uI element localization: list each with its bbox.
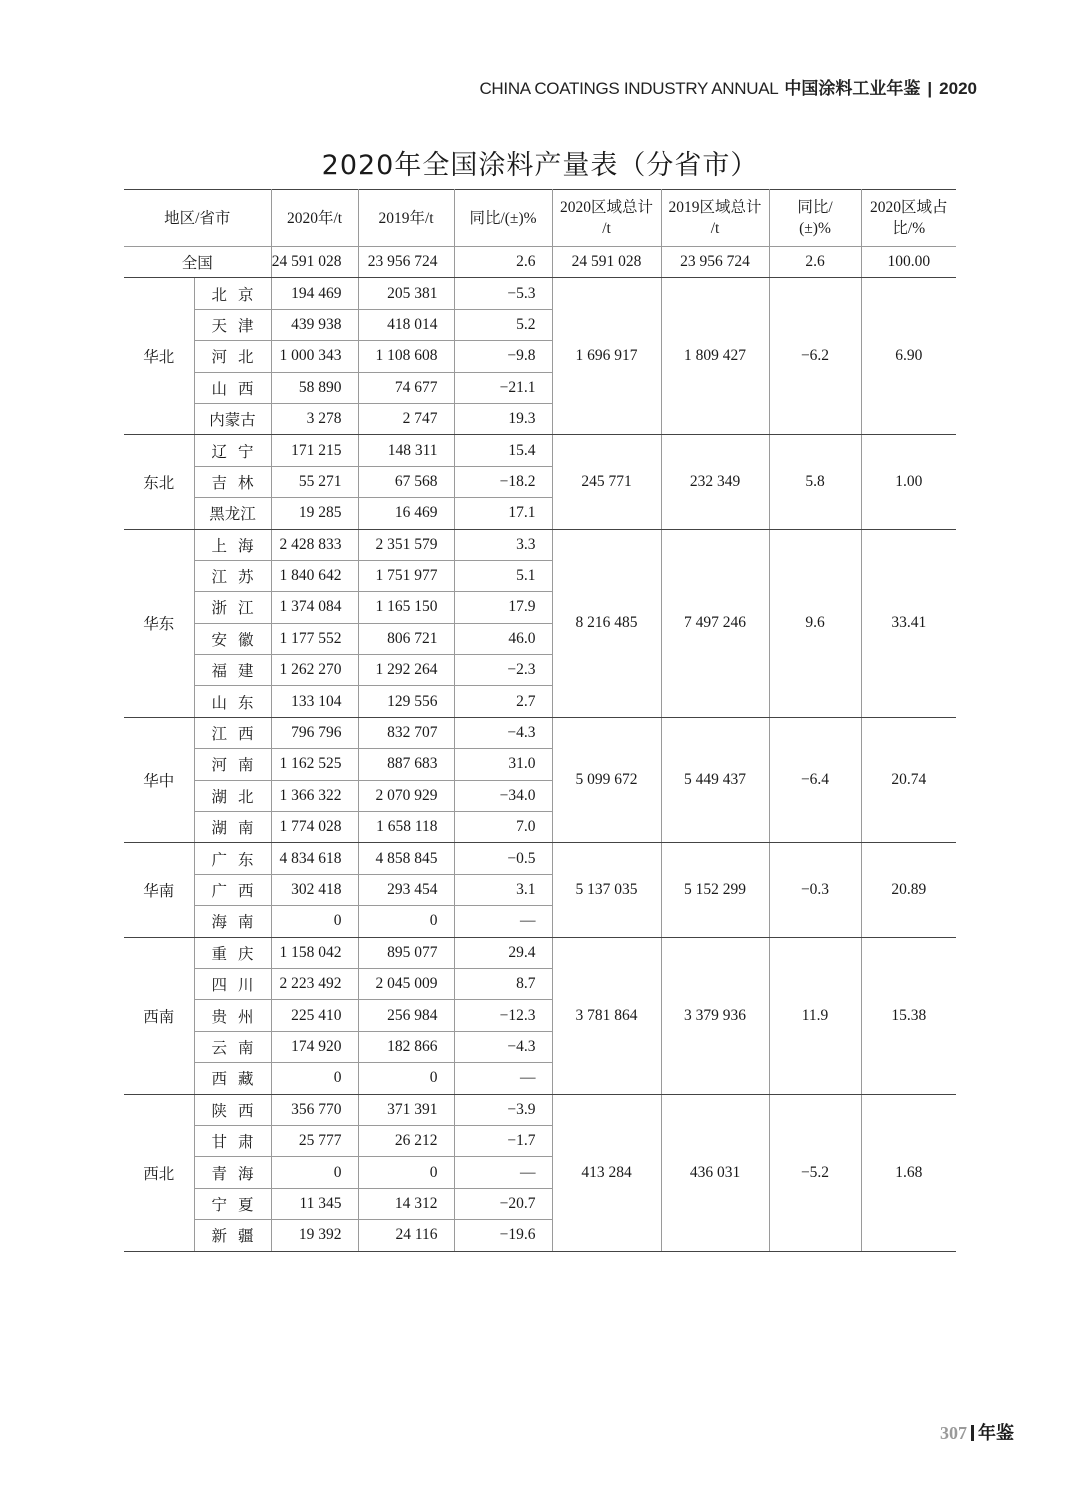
province-name-text: 湖北 xyxy=(211,788,265,806)
province-2019: 256 984 xyxy=(358,1000,454,1031)
province-2019: 67 568 xyxy=(358,466,454,497)
province-yoy: −34.0 xyxy=(454,780,552,811)
region-name: 西北 xyxy=(124,1094,194,1251)
province-2020: 11 345 xyxy=(271,1188,358,1219)
province-2020: 796 796 xyxy=(271,717,358,748)
province-name-text: 广东 xyxy=(211,851,265,869)
region-name: 华东 xyxy=(124,529,194,717)
province-2020: 55 271 xyxy=(271,466,358,497)
province-2020: 1 158 042 xyxy=(271,937,358,968)
province-name-text: 四川 xyxy=(211,977,265,995)
running-head xyxy=(479,74,977,99)
province-name xyxy=(194,592,271,623)
province-2019: 418 014 xyxy=(358,309,454,340)
region-total-2020: 8 216 485 xyxy=(552,529,661,717)
footer-bar xyxy=(971,1425,974,1441)
running-head-english: CHINA COATINGS INDUSTRY ANNUAL xyxy=(479,79,779,98)
region-total-2019: 436 031 xyxy=(661,1094,769,1251)
province-name-text: 河北 xyxy=(211,349,265,367)
province-2020: 1 366 322 xyxy=(271,780,358,811)
table-row xyxy=(124,1094,956,1125)
province-name-text: 陕西 xyxy=(211,1102,265,1120)
province-2019: 148 311 xyxy=(358,435,454,466)
province-2020: 3 278 xyxy=(271,403,358,434)
province-name xyxy=(194,466,271,497)
province-yoy: −1.7 xyxy=(454,1125,552,1156)
province-name-text: 黑龙江 xyxy=(209,506,256,524)
national-region-yoy: 2.6 xyxy=(769,247,861,278)
province-2019: 2 070 929 xyxy=(358,780,454,811)
region-share: 33.41 xyxy=(861,529,956,717)
province-2020: 1 374 084 xyxy=(271,592,358,623)
province-yoy: 5.2 xyxy=(454,309,552,340)
header-region-total-2020-line2: /t xyxy=(602,220,611,237)
province-2020: 302 418 xyxy=(271,874,358,905)
province-name xyxy=(194,937,271,968)
province-name-text: 海南 xyxy=(211,914,265,932)
running-head-year: 2020 xyxy=(939,79,977,98)
province-2020: 0 xyxy=(271,1157,358,1188)
province-name xyxy=(194,1094,271,1125)
province-2020: 194 469 xyxy=(271,278,358,309)
province-yoy: 19.3 xyxy=(454,403,552,434)
header-region-yoy xyxy=(769,190,861,247)
province-name-text: 重庆 xyxy=(211,945,265,963)
region-share: 1.00 xyxy=(861,435,956,529)
province-2020: 1 162 525 xyxy=(271,749,358,780)
region-total-2020: 3 781 864 xyxy=(552,937,661,1094)
province-2020: 4 834 618 xyxy=(271,843,358,874)
province-2019: 2 747 xyxy=(358,403,454,434)
province-2020: 58 890 xyxy=(271,372,358,403)
province-name-text: 浙江 xyxy=(211,600,265,618)
province-yoy: −19.6 xyxy=(454,1220,552,1251)
region-yoy: −6.4 xyxy=(769,717,861,843)
province-2019: 0 xyxy=(358,906,454,937)
province-name xyxy=(194,655,271,686)
province-yoy: 31.0 xyxy=(454,749,552,780)
province-name-text: 西藏 xyxy=(211,1071,265,1089)
province-2019: 4 858 845 xyxy=(358,843,454,874)
province-2020: 1 177 552 xyxy=(271,623,358,654)
header-region-total-2019-line1: 2019区域总计 xyxy=(668,199,762,216)
province-2020: 19 392 xyxy=(271,1220,358,1251)
province-name-text: 山西 xyxy=(211,380,265,398)
province-2019: 887 683 xyxy=(358,749,454,780)
province-2019: 806 721 xyxy=(358,623,454,654)
province-name-text: 福建 xyxy=(211,663,265,681)
province-name-text: 湖南 xyxy=(211,820,265,838)
province-2020: 1 774 028 xyxy=(271,812,358,843)
province-2019: 26 212 xyxy=(358,1125,454,1156)
province-name-text: 江西 xyxy=(211,726,265,744)
region-share: 20.74 xyxy=(861,717,956,843)
province-2020: 133 104 xyxy=(271,686,358,717)
province-2020: 0 xyxy=(271,906,358,937)
province-yoy: 8.7 xyxy=(454,968,552,999)
province-name xyxy=(194,1000,271,1031)
province-name xyxy=(194,780,271,811)
region-total-2019: 7 497 246 xyxy=(661,529,769,717)
production-table xyxy=(124,189,956,1252)
province-yoy: −21.1 xyxy=(454,372,552,403)
province-yoy: −18.2 xyxy=(454,466,552,497)
header-region-share xyxy=(861,190,956,247)
province-name-text: 内蒙古 xyxy=(209,412,256,430)
header-yoy: 同比/(±)% xyxy=(454,190,552,247)
header-region-yoy-line2: (±)% xyxy=(799,220,831,237)
province-2020: 2 428 833 xyxy=(271,529,358,560)
province-name xyxy=(194,1188,271,1219)
page-number: 307 xyxy=(940,1423,967,1443)
province-name xyxy=(194,560,271,591)
province-name xyxy=(194,529,271,560)
region-total-2020: 5 137 035 xyxy=(552,843,661,937)
national-2020: 24 591 028 xyxy=(271,247,358,278)
province-name xyxy=(194,309,271,340)
region-total-2019: 232 349 xyxy=(661,435,769,529)
province-name-text: 吉林 xyxy=(211,474,265,492)
header-region-share-line1: 2020区域占 xyxy=(869,199,948,216)
national-yoy: 2.6 xyxy=(454,247,552,278)
province-2019: 16 469 xyxy=(358,498,454,529)
region-yoy: 11.9 xyxy=(769,937,861,1094)
region-total-2020: 1 696 917 xyxy=(552,278,661,435)
province-2019: 1 108 608 xyxy=(358,341,454,372)
province-yoy: 3.3 xyxy=(454,529,552,560)
region-name: 西南 xyxy=(124,937,194,1094)
province-name xyxy=(194,1220,271,1251)
header-region-yoy-line1: 同比/ xyxy=(797,199,833,216)
footer-label: 年鉴 xyxy=(978,1423,1014,1444)
region-yoy: −5.2 xyxy=(769,1094,861,1251)
province-name-text: 新疆 xyxy=(211,1228,265,1246)
province-name xyxy=(194,906,271,937)
region-name: 东北 xyxy=(124,435,194,529)
province-2020: 1 840 642 xyxy=(271,560,358,591)
province-2019: 129 556 xyxy=(358,686,454,717)
province-2019: 0 xyxy=(358,1157,454,1188)
province-yoy: 17.9 xyxy=(454,592,552,623)
region-name: 华南 xyxy=(124,843,194,937)
province-yoy: −20.7 xyxy=(454,1188,552,1219)
province-2019: 1 751 977 xyxy=(358,560,454,591)
header-2019: 2019年/t xyxy=(358,190,454,247)
page-footer xyxy=(940,1419,1014,1445)
province-yoy: 29.4 xyxy=(454,937,552,968)
table-header xyxy=(124,190,956,247)
province-2019: 2 351 579 xyxy=(358,529,454,560)
province-yoy: — xyxy=(454,906,552,937)
province-name xyxy=(194,843,271,874)
header-region-total-2020 xyxy=(552,190,661,247)
national-share: 100.00 xyxy=(861,247,956,278)
province-2020: 225 410 xyxy=(271,1000,358,1031)
province-name xyxy=(194,968,271,999)
region-share: 15.38 xyxy=(861,937,956,1094)
province-2020: 1 000 343 xyxy=(271,341,358,372)
province-2019: 74 677 xyxy=(358,372,454,403)
province-name-text: 宁夏 xyxy=(211,1196,265,1214)
province-name xyxy=(194,686,271,717)
national-total-2020: 24 591 028 xyxy=(552,247,661,278)
province-name xyxy=(194,341,271,372)
province-yoy: −3.9 xyxy=(454,1094,552,1125)
table-row xyxy=(124,435,956,466)
province-name-text: 贵州 xyxy=(211,1008,265,1026)
region-yoy: −0.3 xyxy=(769,843,861,937)
region-total-2019: 5 449 437 xyxy=(661,717,769,843)
province-name xyxy=(194,1125,271,1156)
province-2020: 439 938 xyxy=(271,309,358,340)
province-2019: 14 312 xyxy=(358,1188,454,1219)
table-row xyxy=(124,717,956,748)
region-yoy: 9.6 xyxy=(769,529,861,717)
province-yoy: −12.3 xyxy=(454,1000,552,1031)
province-name-text: 青海 xyxy=(211,1165,265,1183)
province-2020: 25 777 xyxy=(271,1125,358,1156)
province-yoy: 15.4 xyxy=(454,435,552,466)
national-2019: 23 956 724 xyxy=(358,247,454,278)
region-total-2020: 413 284 xyxy=(552,1094,661,1251)
province-name xyxy=(194,435,271,466)
national-label: 全国 xyxy=(124,247,271,278)
province-2020: 1 262 270 xyxy=(271,655,358,686)
table-row xyxy=(124,937,956,968)
province-yoy: 7.0 xyxy=(454,812,552,843)
province-2020: 2 223 492 xyxy=(271,968,358,999)
province-yoy: — xyxy=(454,1063,552,1094)
province-yoy: −2.3 xyxy=(454,655,552,686)
province-name xyxy=(194,372,271,403)
province-2019: 293 454 xyxy=(358,874,454,905)
province-2019: 24 116 xyxy=(358,1220,454,1251)
province-name-text: 北京 xyxy=(211,286,265,304)
region-name: 华中 xyxy=(124,717,194,843)
province-name-text: 山东 xyxy=(211,694,265,712)
header-region: 地区/省市 xyxy=(124,190,271,247)
province-yoy: 3.1 xyxy=(454,874,552,905)
province-2019: 371 391 xyxy=(358,1094,454,1125)
province-2019: 895 077 xyxy=(358,937,454,968)
province-yoy: −9.8 xyxy=(454,341,552,372)
province-yoy: −4.3 xyxy=(454,1031,552,1062)
region-share: 20.89 xyxy=(861,843,956,937)
header-region-share-line2: 比/% xyxy=(892,220,926,237)
province-name xyxy=(194,874,271,905)
region-share: 6.90 xyxy=(861,278,956,435)
province-name-text: 天津 xyxy=(211,317,265,335)
province-yoy: 46.0 xyxy=(454,623,552,654)
table-row xyxy=(124,278,956,309)
province-yoy: 5.1 xyxy=(454,560,552,591)
national-row xyxy=(124,247,956,278)
province-2020: 171 215 xyxy=(271,435,358,466)
province-name xyxy=(194,403,271,434)
province-name-text: 安徽 xyxy=(211,631,265,649)
province-name-text: 云南 xyxy=(211,1039,265,1057)
province-yoy: −0.5 xyxy=(454,843,552,874)
province-2020: 0 xyxy=(271,1063,358,1094)
province-2019: 1 292 264 xyxy=(358,655,454,686)
region-yoy: 5.8 xyxy=(769,435,861,529)
province-2019: 182 866 xyxy=(358,1031,454,1062)
header-region-total-2020-line1: 2020区域总计 xyxy=(559,199,653,216)
province-name xyxy=(194,498,271,529)
region-total-2019: 5 152 299 xyxy=(661,843,769,937)
page-title: 2020年全国涂料产量表（分省市） xyxy=(321,150,759,181)
province-name-text: 甘肃 xyxy=(211,1134,265,1152)
province-2019: 2 045 009 xyxy=(358,968,454,999)
table-row xyxy=(124,843,956,874)
province-yoy: — xyxy=(454,1157,552,1188)
province-name xyxy=(194,1031,271,1062)
province-name xyxy=(194,717,271,748)
province-name xyxy=(194,623,271,654)
province-name-text: 上海 xyxy=(211,537,265,555)
province-yoy: 2.7 xyxy=(454,686,552,717)
header-2020: 2020年/t xyxy=(271,190,358,247)
province-2020: 19 285 xyxy=(271,498,358,529)
province-yoy: −4.3 xyxy=(454,717,552,748)
region-yoy: −6.2 xyxy=(769,278,861,435)
province-2019: 832 707 xyxy=(358,717,454,748)
table-body xyxy=(124,247,956,1252)
region-total-2020: 245 771 xyxy=(552,435,661,529)
province-name-text: 辽宁 xyxy=(211,443,265,461)
province-name xyxy=(194,749,271,780)
table-row xyxy=(124,529,956,560)
province-name xyxy=(194,278,271,309)
province-name xyxy=(194,1157,271,1188)
header-region-total-2019 xyxy=(661,190,769,247)
header-region-total-2019-line2: /t xyxy=(710,220,720,237)
running-head-separator: | xyxy=(927,79,933,98)
region-share: 1.68 xyxy=(861,1094,956,1251)
province-name-text: 广西 xyxy=(211,883,265,900)
running-head-chinese: 中国涂料工业年鉴 xyxy=(784,79,921,99)
region-total-2019: 1 809 427 xyxy=(661,278,769,435)
national-total-2019: 23 956 724 xyxy=(661,247,769,278)
region-total-2019: 3 379 936 xyxy=(661,937,769,1094)
province-name-text: 江苏 xyxy=(211,569,265,587)
province-yoy: −5.3 xyxy=(454,278,552,309)
province-2020: 356 770 xyxy=(271,1094,358,1125)
province-yoy: 17.1 xyxy=(454,498,552,529)
province-2020: 174 920 xyxy=(271,1031,358,1062)
province-name xyxy=(194,812,271,843)
province-2019: 205 381 xyxy=(358,278,454,309)
region-name: 华北 xyxy=(124,278,194,435)
province-name-text: 河南 xyxy=(211,757,265,775)
province-2019: 1 165 150 xyxy=(358,592,454,623)
province-2019: 1 658 118 xyxy=(358,812,454,843)
province-name xyxy=(194,1063,271,1094)
region-total-2020: 5 099 672 xyxy=(552,717,661,843)
province-2019: 0 xyxy=(358,1063,454,1094)
